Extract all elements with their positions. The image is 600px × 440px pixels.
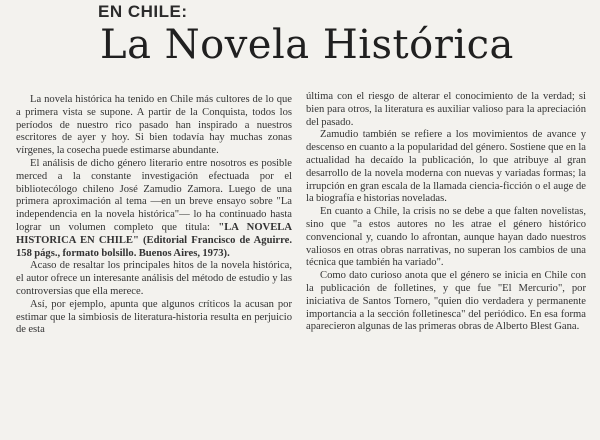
book-citation: "LA NOVELA HISTORICA EN CHILE" (Editorial Francisco de Aguirre. 158 págs., formato bolsillo. Buenos Aires, 1973). bbox=[16, 221, 292, 259]
article-column-left bbox=[16, 94, 292, 337]
paragraph bbox=[16, 158, 292, 260]
paragraph: En cuanto a Chile, la crisis no se debe a que falten novelistas, sino que "a estos autores no les atrae el género histórico convencional y, cuando lo afrontan, aunque hayan dado nuestros valiosos en otras obras narrativas, no superan los cambios de una técnica que también ha variado". bbox=[306, 206, 586, 269]
article-headline: La Novela Histórica bbox=[100, 22, 514, 68]
paragraph: Así, por ejemplo, apunta que algunos críticos la acusan por estimar que la simbiosis de literatura-historia resulta en perjuicio de esta bbox=[16, 298, 292, 336]
paragraph: Como dato curioso anota que el género se inicia en Chile con la publicación de folletines, y que fue "El Mercurio", por iniciativa de Santos Tornero, "quien dio verdadera y permanente importancia a la sección folletinesca" del periódico. En esa forma aparecieron algunas de las primeras obras de Alberto Blest Gana. bbox=[306, 270, 586, 333]
paragraph-text: El análisis de dicho género literario entre nosotros es posible merced a la constante investigación efectuada por el bibliotecólogo chileno José Zamudio Zamora. Luego de una primera aproximación al tema —en un breve ensayo sobre "La independencia en la novela histórica"— lo ha continuado hasta lograr un volumen completo que titula: bbox=[16, 157, 292, 233]
section-kicker: EN CHILE: bbox=[98, 2, 188, 21]
paragraph: La novela histórica ha tenido en Chile más cultores de lo que a primera vista se supone. A partir de la Conquista, todos los períodos de nuestro rico pasado han inspirado a nuestros escritores de ayer y hoy. Si bien todavía hay muchas zonas vírgenes, la cosecha puede estimarse abundante. bbox=[16, 94, 292, 157]
paragraph: Zamudio también se refiere a los movimientos de avance y descenso en cuanto a la popularidad del género. Sostiene que en la actualidad ha decaído la publicación, lo que atribuye al gran desarrollo de la novela moderna con nuevas y variadas formas; la irrupción en gran escala de la llamada ciencia-ficción o el auge de la biografía e historias noveladas. bbox=[306, 129, 586, 205]
paragraph: última con el riesgo de alterar el conocimiento de la verdad; si bien para otros, la literatura es auxiliar valioso para la apreciación del pasado. bbox=[306, 91, 586, 128]
article-column-right bbox=[306, 91, 586, 334]
paragraph: Acaso de resaltar los principales hitos de la novela histórica, el autor ofrece un interesante análisis del método de estudio y las controversias que ella merece. bbox=[16, 260, 292, 297]
